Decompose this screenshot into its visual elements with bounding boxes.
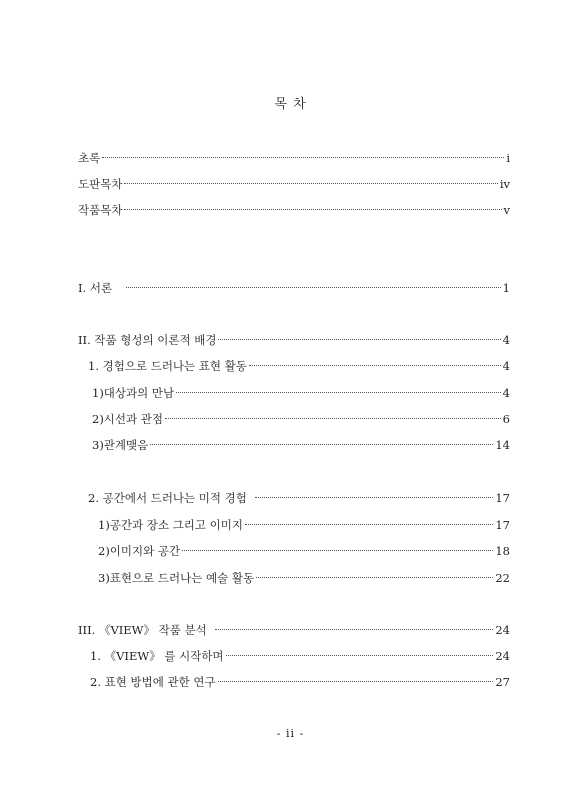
toc-page-number: v <box>503 203 510 217</box>
toc-entry-label: 2. 표현 방법에 관한 연구 <box>90 675 216 689</box>
toc-chapter-3 <box>78 622 510 638</box>
toc-page-number: 27 <box>495 675 510 689</box>
toc-subsection <box>92 385 510 401</box>
toc-chapter-2 <box>78 332 510 348</box>
toc-page-number: i <box>506 151 510 165</box>
toc-page-number: 6 <box>502 412 510 426</box>
toc-entry-label: 1. 경험으로 드러나는 표현 활동 <box>88 359 247 373</box>
toc-page-number: 24 <box>495 623 510 637</box>
toc-section-2-1 <box>88 358 510 374</box>
toc-subsection <box>98 543 510 559</box>
toc-page-number: 18 <box>495 544 510 558</box>
toc-entry-label: 1. 《VIEW》 를 시작하며 <box>90 649 224 663</box>
dot-leader <box>245 524 493 525</box>
toc-page-number: 4 <box>502 359 510 373</box>
toc-entry-label: 2)이미지와 공간 <box>98 544 181 558</box>
toc-entry-label: 3)관계맺음 <box>92 438 149 452</box>
page-title: 목 차 <box>274 97 307 112</box>
toc-subsection <box>92 411 510 427</box>
dot-leader <box>124 209 501 210</box>
toc-page-number: 1 <box>502 281 510 295</box>
toc-entry-label: 1)대상과의 만남 <box>92 386 175 400</box>
toc-entry-label: 작품목차 <box>78 203 123 217</box>
dot-leader <box>176 392 501 393</box>
toc-subsection <box>98 517 510 533</box>
toc-entry-abstract <box>78 150 510 166</box>
toc-entry-label: 초록 <box>78 151 101 165</box>
dot-leader <box>226 655 494 656</box>
toc-subsection <box>92 437 510 453</box>
dot-leader <box>215 629 494 630</box>
dot-leader <box>124 183 497 184</box>
toc-page-number: 17 <box>495 491 510 505</box>
toc-entry-works <box>78 202 510 218</box>
toc-entry-figures <box>78 176 510 192</box>
dot-leader <box>218 681 494 682</box>
dot-leader <box>218 339 500 340</box>
toc-entry-label: III. 《VIEW》 작품 분석 <box>78 623 207 637</box>
dot-leader <box>255 497 493 498</box>
page-footer-number: - ii - <box>276 727 305 740</box>
dot-leader <box>150 444 493 445</box>
toc-entry-label: 1)공간과 장소 그리고 이미지 <box>98 518 243 532</box>
toc-page-number: 17 <box>495 518 510 532</box>
toc-section-3-1 <box>90 648 510 664</box>
toc-page-number: 14 <box>495 438 510 452</box>
toc-entry-label: 2. 공간에서 드러나는 미적 경험 <box>88 491 247 505</box>
dot-leader <box>256 577 493 578</box>
toc-entry-label: 2)시선과 관점 <box>92 412 164 426</box>
toc-page-number: 24 <box>495 649 510 663</box>
toc-page-number: 4 <box>502 386 510 400</box>
toc-entry-label: II. 작품 형성의 이론적 배경 <box>78 333 217 347</box>
toc-section-2-2 <box>88 490 510 506</box>
dot-leader <box>165 418 501 419</box>
dot-leader <box>182 550 493 551</box>
toc-entry-label: I. 서론 <box>78 281 113 295</box>
toc-page-number: 22 <box>495 571 510 585</box>
toc-page-number: iv <box>499 177 510 191</box>
dot-leader <box>126 287 501 288</box>
toc-chapter-1 <box>78 280 510 296</box>
toc-subsection <box>98 570 510 586</box>
dot-leader <box>102 157 504 158</box>
toc-page-number: 4 <box>502 333 510 347</box>
toc-section-3-2 <box>90 674 510 690</box>
toc-entry-label: 도판목차 <box>78 177 123 191</box>
dot-leader <box>249 365 501 366</box>
toc-entry-label: 3)표현으로 드러나는 예술 활동 <box>98 571 255 585</box>
